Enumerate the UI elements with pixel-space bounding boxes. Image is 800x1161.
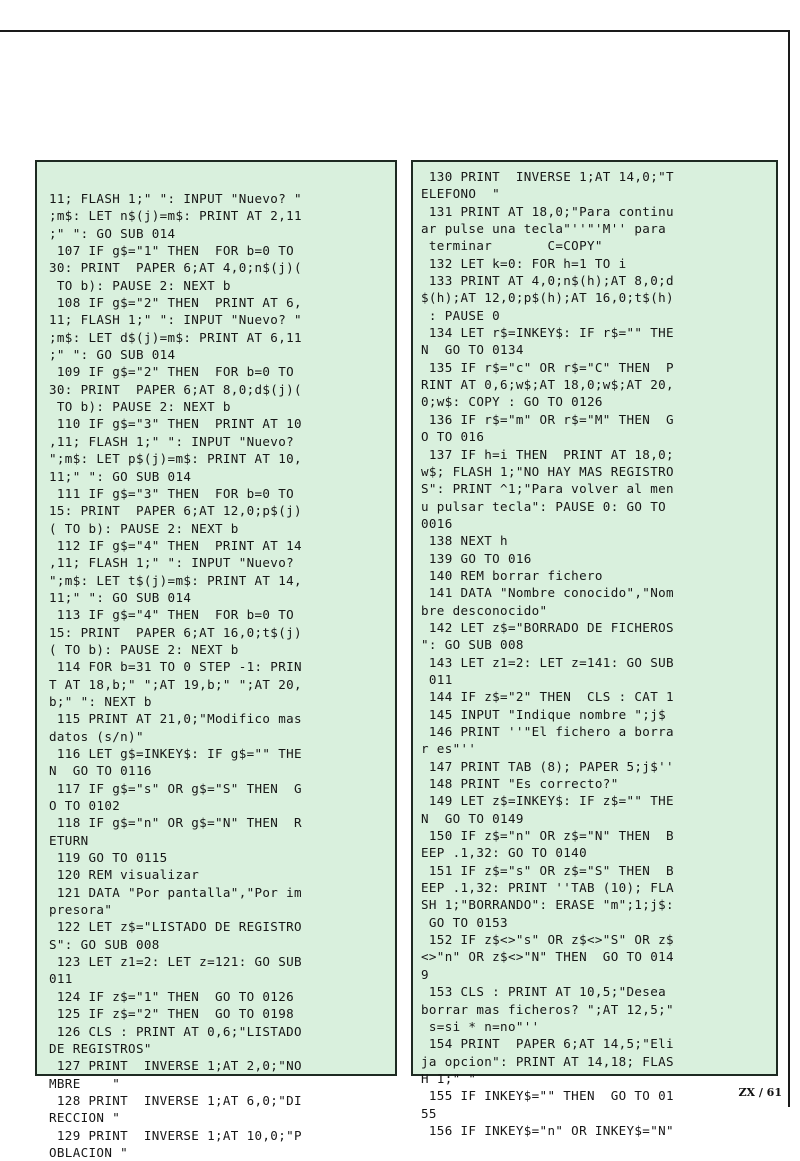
code-line: 148 PRINT "Es correcto?" [421,776,619,792]
code-line: 153 CLS : PRINT AT 10,5;"Desea [421,984,667,1000]
code-line: 11;" ": GO SUB 014 [49,589,192,605]
code-line: 30: PRINT PAPER 6;AT 4,0;n$(j)( [49,260,302,276]
code-line: 15: PRINT PAPER 6;AT 12,0;p$(j) [49,503,302,519]
code-line: RECCION " [49,1110,121,1126]
code-line: 121 DATA "Por pantalla","Por im [49,884,302,900]
code-line: TO b): PAUSE 2: NEXT b [49,399,231,415]
code-line: ": GO SUB 008 [421,637,524,653]
code-line: 146 PRINT ''"El fichero a borra [421,724,674,739]
code-line: 143 LET z1=2: LET z=141: GO SUB [421,654,674,670]
code-line: DE REGISTROS" [49,1040,152,1056]
code-line: ( TO b): PAUSE 2: NEXT b [49,641,239,657]
code-line: 129 PRINT INVERSE 1;AT 10,0;"P [49,1127,302,1143]
code-line: 140 REM borrar fichero [421,567,603,583]
code-line: 116 LET g$=INKEY$: IF g$="" THE [49,746,302,761]
code-line: 125 IF z$="2" THEN GO TO 0198 [49,1006,295,1022]
code-line: N GO TO 0149 [421,810,524,826]
code-line: 114 FOR b=31 TO 0 STEP -1: PRIN [49,659,302,675]
code-line: terminar C=COPY" [421,238,603,254]
code-line: ;" ": GO SUB 014 [49,347,176,363]
code-line: EEP .1,32: GO TO 0140 [421,845,587,861]
code-line: 113 IF g$="4" THEN FOR b=0 TO [49,607,295,623]
code-line: ( TO b): PAUSE 2: NEXT b [49,520,239,536]
code-line: 154 PRINT PAPER 6;AT 14,5;"Eli [421,1036,674,1052]
code-line: 011 [49,971,73,987]
top-rule [0,30,790,32]
code-line: 9 [421,966,429,982]
code-line: 135 IF r$="c" OR r$="C" THEN P [421,359,674,375]
code-line: 139 GO TO 016 [421,550,532,566]
code-line: ar pulse una tecla"''"'M'' para [421,221,667,237]
code-line: OBLACION " [49,1144,129,1160]
code-line: 111 IF g$="3" THEN FOR b=0 TO [49,485,295,501]
code-line: 123 LET z1=2: LET z=121: GO SUB [49,954,302,970]
code-line: TO b): PAUSE 2: NEXT b [49,277,231,293]
code-line: ";m$: LET p$(j)=m$: PRINT AT 10, [49,451,302,467]
code-line: 149 LET z$=INKEY$: IF z$="" THE [421,793,674,809]
code-line: 137 IF h=i THEN PRINT AT 18,0; [421,446,674,462]
code-line: 156 IF INKEY$="n" OR INKEY$="N" [421,1122,674,1138]
code-line: 136 IF r$="m" OR r$="M" THEN G [421,411,674,427]
code-line: 011 [421,671,453,687]
code-line: 150 IF z$="n" OR z$="N" THEN B [421,828,674,844]
code-line: 112 IF g$="4" THEN PRINT AT 14 [49,537,302,553]
code-line: 147 PRINT TAB (8); PAPER 5;j$'' [421,758,674,774]
code-line: ;" ": GO SUB 014 [49,225,176,241]
code-line: O TO 0102 [49,798,121,814]
code-line: N GO TO 0116 [49,763,152,779]
code-line: EEP .1,32: PRINT ''TAB (10); FLA [421,880,674,896]
code-line: 126 CLS : PRINT AT 0,6;"LISTADO [49,1023,302,1039]
code-line: s=si * n=no"'' [421,1018,540,1034]
code-line: 115 PRINT AT 21,0;"Modifico mas [49,711,302,727]
code-line: $(h);AT 12,0;p$(h);AT 16,0;t$(h) [421,290,674,306]
code-line: 108 IF g$="2" THEN PRINT AT 6, [49,295,302,311]
code-line: 118 IF g$="n" OR g$="N" THEN R [49,815,302,831]
code-line: 134 LET r$=INKEY$: IF r$="" THE [421,325,674,341]
code-line: ELEFONO " [421,186,501,202]
code-line: RINT AT 0,6;w$;AT 18,0;w$;AT 20, [421,377,674,393]
code-line: T AT 18,b;" ";AT 19,b;" ";AT 20, [49,676,302,692]
code-line: ;m$: LET n$(j)=m$: PRINT AT 2,11 [49,208,302,224]
code-line: 55 [421,1105,437,1121]
code-line: bre desconocido" [421,602,548,618]
code-line: ,11; FLASH 1;" ": INPUT "Nuevo? [49,433,295,449]
code-line: 117 IF g$="s" OR g$="S" THEN G [49,780,302,796]
code-line: 110 IF g$="3" THEN PRINT AT 10 [49,416,302,432]
code-line: GO TO 0153 [421,914,508,930]
code-line: 127 PRINT INVERSE 1;AT 2,0;"NO [49,1058,302,1074]
code-line: ETURN [49,832,89,848]
code-line: r es"'' [421,741,477,757]
code-line: 11; FLASH 1;" ": INPUT "Nuevo? " [49,312,302,328]
code-line: O TO 016 [421,429,485,445]
code-line: 131 PRINT AT 18,0;"Para continu [421,203,674,219]
code-line: S": PRINT ^1;"Para volver al men [421,481,674,497]
code-line: 124 IF z$="1" THEN GO TO 0126 [49,988,295,1004]
code-line: 145 INPUT "Indique nombre ";j$ [421,706,667,722]
code-line: 132 LET k=0: FOR h=1 TO i [421,255,627,271]
code-line: MBRE " [49,1075,121,1091]
code-line: 151 IF z$="s" OR z$="S" THEN B [421,862,674,878]
code-line: 152 IF z$<>"s" OR z$<>"S" OR z$ [421,932,674,948]
code-line: 141 DATA "Nombre conocido","Nom [421,585,674,601]
listing-column-left [35,160,397,1160]
code-line: <>"n" OR z$<>"N" THEN GO TO 014 [421,949,674,965]
code-line: 122 LET z$="LISTADO DE REGISTRO [49,919,302,935]
code-line: b;" ": NEXT b [49,693,152,709]
page-folio: ZX / 61 [738,1086,782,1099]
code-line: 107 IF g$="1" THEN FOR b=0 TO [49,243,295,259]
code-line: N GO TO 0134 [421,342,524,358]
code-line: ;m$: LET d$(j)=m$: PRINT AT 6,11 [49,329,302,345]
code-line: 15: PRINT PAPER 6;AT 16,0;t$(j) [49,624,302,640]
code-line: : PAUSE 0 [421,307,501,323]
code-line: 11;" ": GO SUB 014 [49,468,192,484]
code-line: borrar mas ficheros? ";AT 12,5;" [421,1001,674,1017]
code-line: S": GO SUB 008 [49,936,160,952]
code-line: ,11; FLASH 1;" ": INPUT "Nuevo? [49,555,295,571]
code-line: 138 NEXT h [421,533,508,549]
code-line: 128 PRINT INVERSE 1;AT 6,0;"DI [49,1092,302,1108]
code-line: 155 IF INKEY$="" THEN GO TO 01 [421,1088,674,1104]
code-line: 0;w$: COPY : GO TO 0126 [421,394,603,410]
code-line: ja opcion": PRINT AT 14,18; FLAS [421,1053,674,1069]
code-line: SH 1;"BORRANDO": ERASE "m";1;j$: [421,897,674,913]
code-line: w$; FLASH 1;"NO HAY MAS REGISTRO [421,463,674,479]
code-line: datos (s/n)" [49,728,144,744]
code-line: 0016 [421,515,453,531]
code-line: u pulsar tecla": PAUSE 0: GO TO [421,498,667,514]
code-line: presora" [49,902,113,918]
code-line: 130 PRINT INVERSE 1;AT 14,0;"T [421,169,674,184]
code-line: 144 IF z$="2" THEN CLS : CAT 1 [421,689,674,705]
code-line: 142 LET z$="BORRADO DE FICHEROS [421,619,674,635]
code-line: 133 PRINT AT 4,0;n$(h);AT 8,0;d [421,273,674,289]
code-line: 109 IF g$="2" THEN FOR b=0 TO [49,364,295,380]
code-line: 120 REM visualizar [49,867,200,883]
right-rule [788,30,790,1107]
code-line: 11; FLASH 1;" ": INPUT "Nuevo? " [49,191,302,206]
code-line: 119 GO TO 0115 [49,850,168,866]
code-line: H 1;" " [421,1070,477,1086]
code-line: ";m$: LET t$(j)=m$: PRINT AT 14, [49,572,302,588]
code-line: 30: PRINT PAPER 6;AT 8,0;d$(j)( [49,381,302,397]
